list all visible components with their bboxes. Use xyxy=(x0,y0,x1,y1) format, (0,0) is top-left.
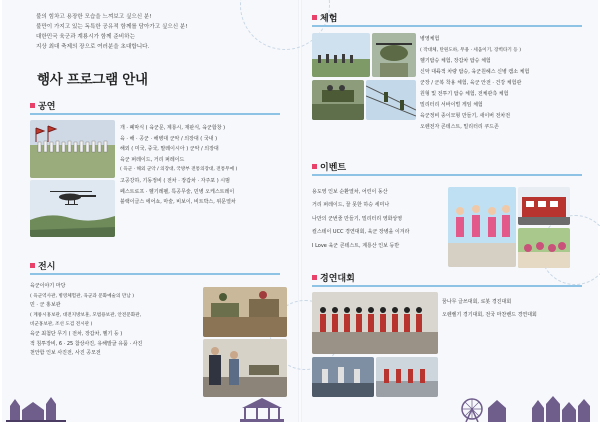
list-item: ( 육군역사관, 병영체험관, 육군과 문화예술의 만남 ) xyxy=(30,293,135,299)
experience-list xyxy=(420,34,529,133)
carousel-decoration xyxy=(232,396,292,422)
castle-decoration-right xyxy=(528,396,594,422)
section-heading-experience xyxy=(312,11,337,24)
list-item: 육군정비 종이모형 만들기, 새이버 전차전 xyxy=(420,113,511,119)
list-item: I Love 육군 콘테스트, 계룡산 인보 등반 xyxy=(312,242,400,249)
ferris-wheel-decoration xyxy=(452,396,512,422)
experience-photo-helicopter xyxy=(372,33,416,77)
list-item: 육군 최첨단 무기 ( 전차, 장갑차, 헬기 등 ) xyxy=(30,330,123,337)
list-item: 오렌전자 콘테스트, 밀리터리 쿠드존 xyxy=(420,124,499,130)
section-underline xyxy=(312,174,582,176)
section-underline xyxy=(30,273,280,275)
list-item: 컬스테이 UCC 경연대회, 육군 장병을 이겨라 xyxy=(312,229,410,236)
castle-decoration xyxy=(6,396,66,422)
section-title: 체험 xyxy=(320,14,338,24)
list-item: 육군 퍼레이드, 거리 퍼레이드 xyxy=(120,156,185,163)
contest-photo-performance xyxy=(312,357,374,397)
contest-photo-march xyxy=(376,357,438,397)
list-item: 육군이야기 마당 xyxy=(30,283,66,289)
exhibition-photo-equipment xyxy=(203,287,287,337)
performance-list xyxy=(120,123,237,208)
contests-list xyxy=(442,296,537,322)
list-item: 고공강하, 기동정비 ( 전차 · 장갑차 · 자주포 ) 시범 xyxy=(120,177,230,184)
section-heading-performance xyxy=(30,99,55,112)
exhibition-list xyxy=(30,282,142,359)
list-item: 천안함 인보 사진전, 사진 공모전 xyxy=(30,350,101,357)
list-item: 비군홍보관, 조선 도검 전시관 ) xyxy=(30,322,93,328)
experience-photo-field xyxy=(312,33,370,77)
section-underline xyxy=(30,113,280,115)
section-marker xyxy=(312,15,317,20)
list-item: 민 · 군 홍보관 xyxy=(30,302,61,309)
ceremony-photo xyxy=(30,120,115,178)
list-item: ( 육군 · 해외 군악 / 의장대, 국방부 전통의장대, 전통무예 ) xyxy=(120,167,238,173)
list-item: 군장 / 군복 착용 체험, 육군 안전 · 건강 체험관 xyxy=(420,80,522,86)
list-item: 개 · 폐막식 ( 육군문, 계룡시, 재판식, 육군합창 ) xyxy=(120,125,226,131)
list-item: 원형 및 전투기 탑승 체험, 전체관측 체험 xyxy=(420,91,509,97)
section-title: 이벤트 xyxy=(320,163,347,173)
experience-photo-tower xyxy=(366,80,416,120)
section-marker xyxy=(30,103,35,108)
section-marker xyxy=(312,164,317,169)
events-photo-dancers xyxy=(448,187,516,267)
intro-line: 대한민국 육군과 계룡시가 함께 준비하는 xyxy=(36,34,135,40)
list-item: ( 작대체, 탄원도하, 무용 · 세움이기, 장벽타기 등 ) xyxy=(420,48,521,53)
list-item: 육 · 해 · 공군 · 해병대 군악 / 의장대 ( 국내 ) xyxy=(120,135,218,142)
section-title: 경연대회 xyxy=(320,274,355,284)
list-item: 거리 퍼레이드, 꿀 못한 하승 세미나 xyxy=(312,202,390,209)
contest-photo-band xyxy=(312,292,438,354)
section-marker xyxy=(30,263,35,268)
experience-photo-rappel xyxy=(312,80,364,120)
list-item: 밀리터리 서바이벌 게임 체험 xyxy=(420,102,483,108)
helicopter-photo xyxy=(30,180,115,237)
list-item: 신악 대륙적 차량 탑승, 육군원헤스 신병 캠소 체험 xyxy=(420,69,530,75)
section-heading-events xyxy=(312,160,346,173)
exhibition-photo-visitors xyxy=(203,339,287,397)
list-item: 블랙이글스 에어쇼, 마술, 비보이, 비트박스, 위문열차 xyxy=(120,199,236,206)
program-title: 행사 프로그램 안내 xyxy=(37,72,148,88)
list-item: 꿈나무 글쓰대회, 로봇 경진대회 xyxy=(442,299,512,305)
section-marker xyxy=(312,275,317,280)
list-item: ( 계룡시홍보관, 대전지방보훈, 모범용보관, 안전문화관, xyxy=(30,312,142,318)
intro-text xyxy=(36,12,276,52)
section-heading-contests xyxy=(312,271,355,284)
events-photo-train xyxy=(518,187,570,225)
section-underline xyxy=(312,25,582,27)
events-list xyxy=(312,186,409,253)
intro-line: 불만이 가지고 있는 독특한 공유적 함께를 담아가고 싶으신 분! xyxy=(36,24,188,30)
list-item: 나만의 군번줄 만들기, 밀리터리 영화상영 xyxy=(312,215,403,222)
list-item: 용도영 인보 순환열차, 어린이 동산 xyxy=(312,189,388,195)
list-item: 해외 ( 미국, 중국, 말레이시아 ) 군악 / 의장대 xyxy=(120,146,219,153)
section-title: 공연 xyxy=(38,102,56,112)
list-item: 페스트로프 · 헬기레펠, 특공무술, 민병 오케스트레이 xyxy=(120,188,235,195)
section-heading-exhibition xyxy=(30,259,55,272)
events-photo-crowd xyxy=(518,228,570,268)
list-item: 적 침투장비, 6 · 25 참상사진, 유해발굴 유품 · 사진 xyxy=(30,340,143,347)
list-item: 병영체험 xyxy=(420,36,440,42)
list-item: 헬기탑승 체험, 장갑차 탑승 체험 xyxy=(420,58,491,64)
intro-line: 불의 힘차고 용장한 모습을 느껴보고 싶으신 분! xyxy=(36,14,152,20)
intro-line: 지상 최대 축제의 장으로 여러분을 초대합니다. xyxy=(36,44,150,50)
section-title: 전시 xyxy=(38,262,56,272)
list-item: 오렌렐기 경기대회, 전국 마찬밴드 경연대회 xyxy=(442,312,537,318)
section-underline xyxy=(312,285,582,287)
